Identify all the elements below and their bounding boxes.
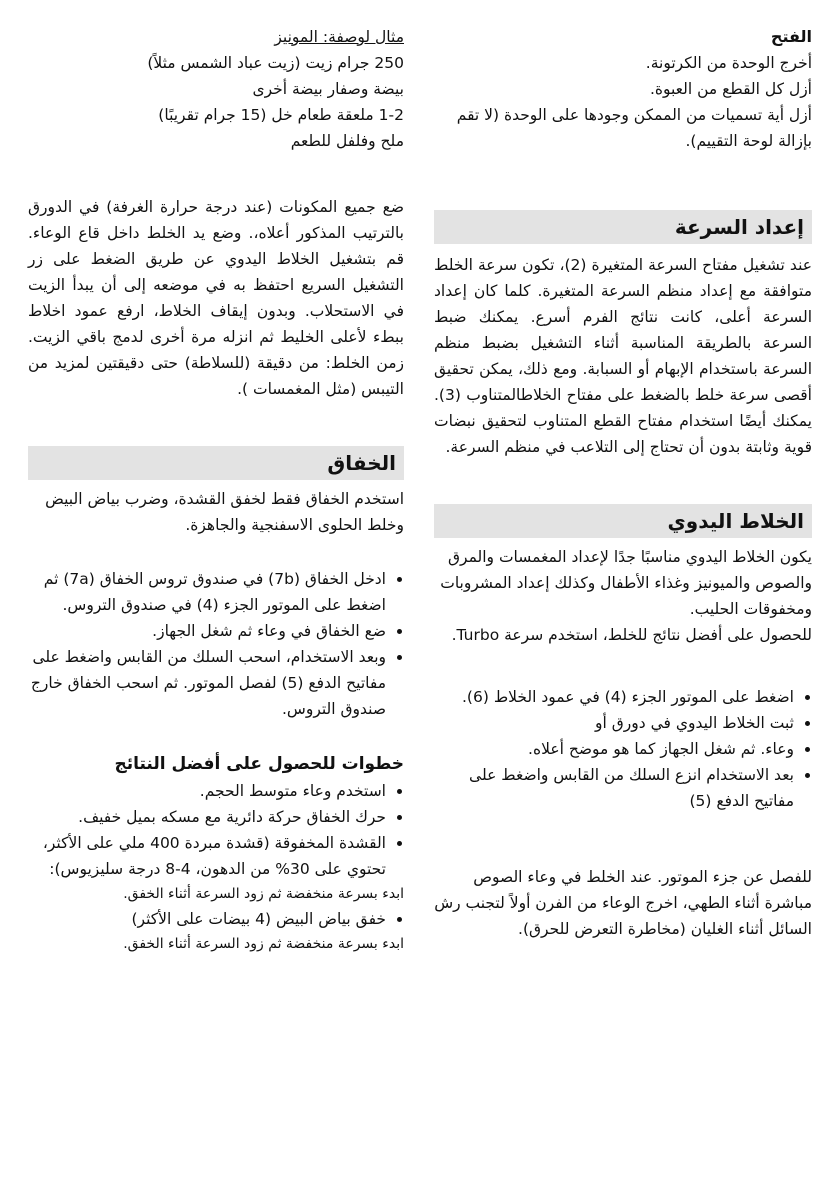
list-item: • ادخل الخفاق (7b) في صندوق تروس الخفاق (7a) ثم اضغط على الموتور الجزء (4) في صندوق التروس. bbox=[28, 566, 386, 618]
whisk-heading: الخفاق bbox=[28, 446, 404, 480]
best-results-steps bbox=[28, 778, 404, 882]
list-item: • وبعد الاستخدام، اسحب السلك من القابس واضغط على مفاتيح الدفع (5) لفصل الموتور. ثم اسحب الخفاق خارج صندوق التروس. bbox=[28, 644, 386, 722]
hand-blender-intro: يكون الخلاط اليدوي مناسبًا جدًا لإعداد المغمسات والمرق والصوص والميونيز وغذاء الأطفال وكذلك إعداد المشروبات ومخفوقات الحليب. bbox=[440, 548, 812, 618]
opening-line-3: أزل أية تسميات من الممكن وجودها على الوحدة (لا تقم بإزالة لوحة التقييم). bbox=[456, 106, 812, 150]
hand-blender-note: للفصل عن جزء الموتور. عند الخلط في وعاء الصوص مباشرة أثناء الطهي، اخرج الوعاء من الفرن أولاً لتجنب رش السائل أثناء الغليان (مخاطرة التعرض للحرق). bbox=[434, 868, 812, 938]
hand-blender-steps bbox=[434, 684, 812, 814]
best-results-heading: خطوات للحصول على أفضل النتائج bbox=[114, 754, 404, 774]
hand-blender-turbo: للحصول على أفضل نتائج للخلط، استخدم سرعة Turbo. bbox=[451, 626, 812, 644]
speed-body: عند تشغيل مفتاح السرعة المتغيرة (2)، تكون سرعة الخلط متوافقة مع إعداد منظم السرعة المتغيرة. كلما كان إعداد السرعة أعلى، كانت نتائج الفرم أسرع. يمكنك ضبط السرعة بالطريقة المناسبة أثناء التشغيل بضبط منظم السرعة باستخدام الإبهام أو السبابة. ومع ذلك، يمكن تحقيق أقصى سرعة خلط بالضغط على مفتاح الخلاطالمتناوب (3). يمكنك أيضًا استخدام مفتاح القطع المتناوب لتحقيق نبضات قوية وثابتة بدون أن تحتاج إلى التلاعب في منظم السرعة. bbox=[434, 256, 812, 456]
egg-white-tip: ابدء بسرعة منخفضة ثم زود السرعة أثناء الخفق. bbox=[123, 936, 404, 952]
recipe-title: مثال لوصفة: المونيز bbox=[274, 28, 404, 46]
recipe-line-3: 1-2 ملعقة طعام خل (15 جرام تقريبًا) bbox=[158, 106, 404, 124]
list-item: • خفق بياض البيض (4 بيضات على الأكثر) bbox=[28, 906, 386, 932]
whisk-steps bbox=[28, 566, 404, 722]
recipe-method: ضع جميع المكونات (عند درجة حرارة الغرفة) في الدورق بالترتيب المذكور أعلاه،. وضع يد الخلط داخل قاع الوعاء. قم بتشغيل الخلاط اليدوي عن طريق الضغط على زر التشغيل السريع احتفظ به في موضعه إلى أن يبدأ الزيت في الاستحلاب. وبدون إيقاف الخلاط، ارفع عمود اخلاط ببطء لأعلى الخليط ثم انزله مرة أخرى لدمج باقي الزيت. زمن الخلط: من دقيقة (للسلاطة) حتى دقيقتين لمزيد من التيبس (مثل المغمسات ). bbox=[28, 198, 404, 398]
opening-line-1: أخرج الوحدة من الكرتونة. bbox=[645, 54, 812, 72]
list-item: • اضغط على الموتور الجزء (4) في عمود الخلاط (6). bbox=[434, 684, 794, 710]
list-item: • ثبت الخلاط اليدوي في دورق أو bbox=[434, 710, 794, 736]
hand-blender-heading: الخلاط اليدوي bbox=[434, 504, 812, 538]
speed-heading: إعداد السرعة bbox=[434, 210, 812, 244]
list-item: • بعد الاستخدام انزع السلك من القابس واضغط على مفاتيح الدفع (5) bbox=[434, 762, 794, 814]
recipe-line-2: بيضة وصفار بيضة أخرى bbox=[252, 80, 404, 98]
best-results-steps-2 bbox=[28, 906, 404, 932]
list-item: • ضع الخفاق في وعاء ثم شغل الجهاز. bbox=[28, 618, 386, 644]
list-item: • القشدة المخفوقة (قشدة مبردة 400 ملي على الأكثر، تحتوي على 30% من الدهون، 4-8 درجة سليزيوس): bbox=[28, 830, 386, 882]
opening-heading: الفتح bbox=[770, 27, 812, 46]
list-item: • وعاء. ثم شغل الجهاز كما هو موضح أعلاه. bbox=[434, 736, 794, 762]
whisk-intro: استخدم الخفاق فقط لخفق القشدة، وضرب بياض البيض وخلط الحلوى الاسفنجية والجاهزة. bbox=[45, 490, 404, 534]
right-column bbox=[434, 24, 812, 942]
list-item: • استخدم وعاء متوسط الحجم. bbox=[28, 778, 386, 804]
opening-line-2: أزل كل القطع من العبوة. bbox=[649, 80, 812, 98]
cream-tip: ابدء بسرعة منخفضة ثم زود السرعة أثناء الخفق. bbox=[123, 886, 404, 902]
left-column bbox=[28, 24, 404, 956]
recipe-line-4: ملح وفلفل للطعم bbox=[290, 132, 404, 150]
list-item: • حرك الخفاق حركة دائرية مع مسكه بميل خفيف. bbox=[28, 804, 386, 830]
recipe-line-1: 250 جرام زيت (زيت عباد الشمس مثلاً) bbox=[147, 54, 404, 72]
